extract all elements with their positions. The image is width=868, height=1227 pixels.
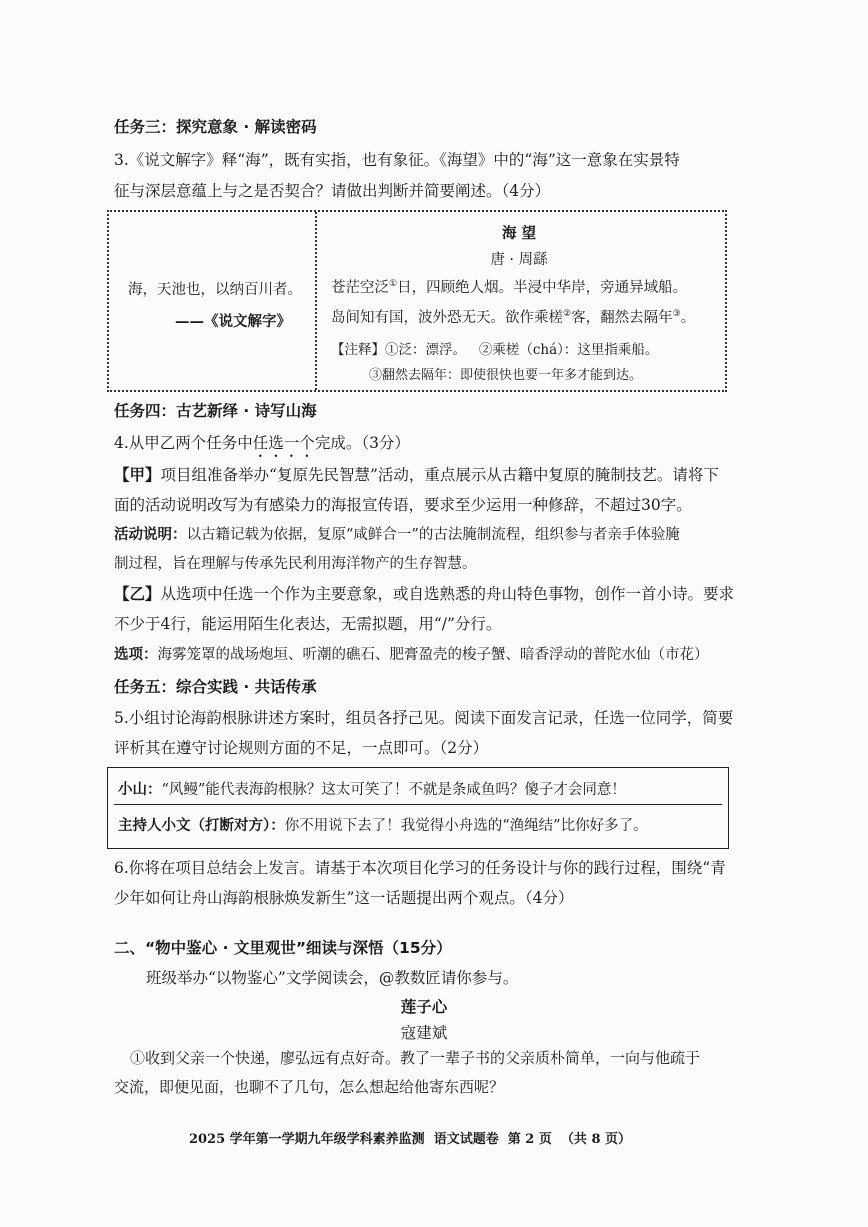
poem-line-2: 岛间知有国，波外恐无天。欲作乘槎②客，翻然去隔年③。 [331,309,696,326]
jia-line-1: 【甲】项目组准备举办“复原先民智慧”活动，重点展示从古籍中复原的腌制技艺。请将下 [114,465,719,484]
yi-line-2: 不少于4行，能运用陌生化表达，无需拟题，用“/”分行。 [114,615,502,633]
shuowen-quote: 海，天池也，以纳百川者。 [128,282,302,298]
question-5-line1: 5.小组讨论海韵根脉讲述方案时，组员各抒己见。阅读下面发言记录，任选一位同学，简要 [114,709,734,727]
poem-notes-2: ③翻然去隔年：即使很快也要一年多才能到达。 [369,368,643,383]
discussion-divider [114,804,722,805]
task3-heading: 任务三：探究意象 · 解读密码 [114,118,317,136]
task5-heading: 任务五：综合实践 · 共话传承 [114,678,317,696]
question-3-line1: 3.《说文解字》释“海”，既有实指，也有象征。《海望》中的“海”这一意象在实景特 [114,151,680,169]
question-4: 4.从甲乙两个任务中任选一个完成。（3分） [114,434,410,452]
options-line: 选项：海雾笼罩的战场炮垣、听潮的礁石、肥膏盈壳的梭子蟹、暗香浮动的普陀水仙（市花） [114,646,709,663]
article-title: 莲子心 [400,997,448,1016]
question-6-line2: 少年如何让舟山海韵根脉焕发新生”这一话题提出两个观点。（4分） [114,889,574,907]
poem-notes-1: 【注释】①泛：漂浮。 ②乘槎（chá）：这里指乘船。 [331,342,659,358]
poem-line-1: 苍茫空泛①日，四顾绝人烟。半浸中华岸，旁通异域船。 [331,279,688,296]
discussion-record-box [107,767,729,849]
speech-xiaoshan: 小山：“风鳗”能代表海韵根脉？这太可笑了！不就是条咸鱼吗？傻子才会同意！ [118,781,626,798]
speech-xiaowen: 主持人小文（打断对方）：你不用说下去了！我觉得小舟选的“渔绳结”比你好多了。 [118,817,648,834]
poem-title: 海 望 [501,225,537,242]
jia-line-2: 面的活动说明改写为有感染力的海报宣传语，要求至少运用一种修辞，不超过30字。 [114,496,692,514]
shuowen-source: ——《说文解字》 [175,313,291,330]
article-author: 寇建斌 [400,1024,448,1042]
quote-box-divider [315,212,317,390]
activity-line-2: 制过程，旨在理解与传承先民利用海洋物产的生存智慧。 [114,556,477,572]
yi-line-1: 【乙】从选项中任选一个作为主要意象，或自选熟悉的舟山特色事物，创作一首小诗。要求 [114,584,735,603]
section2-intro: 班级举办“以物鉴心”文学阅读会，@教数匠请你参与。 [146,969,519,987]
quote-box [107,210,727,392]
question-5-line2: 评析其在遵守讨论规则方面的不足，一点即可。（2分） [114,739,489,757]
poem-author: 唐 · 周繇 [490,252,548,268]
task4-heading: 任务四：古艺新绎 · 诗写山海 [114,402,317,420]
article-para1-line2: 交流，即便见面，也聊不了几句，怎么想起给他寄东西呢？ [114,1078,505,1096]
question-3-line2: 征与深层意蕴上与之是否契合？请做出判断并简要阐述。（4分） [114,182,551,200]
activity-line-1: 活动说明：以古籍记载为依据，复原“咸鲜合一”的古法腌制流程，组织参与者亲手体验腌 [114,526,680,543]
page-footer: 2025 学年第一学期九年级学科素养监测 语文试题卷 第 2 页 （共 8 页） [188,1132,632,1147]
question-6-line1: 6.你将在项目总结会上发言。请基于本次项目化学习的任务设计与你的践行过程，围绕“青 [114,859,726,877]
section2-heading: 二、“物中鉴心 · 文里观世”细读与深悟（15分） [114,939,452,957]
article-para1-line1: ①收到父亲一个快递，廖弘远有点好奇。教了一辈子书的父亲质朴简单，一向与他疏于 [130,1049,701,1067]
